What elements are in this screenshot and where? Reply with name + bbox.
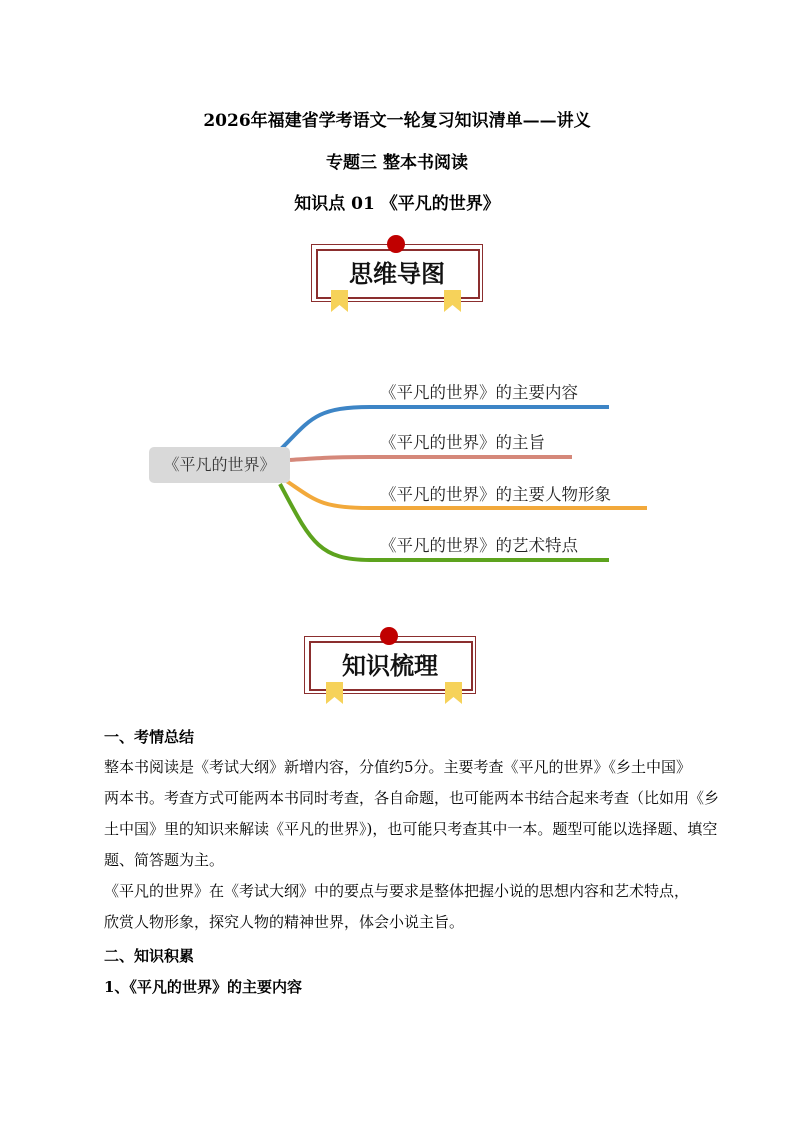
ribbon-left-icon [326, 682, 343, 704]
paragraph-line: 整本书阅读是《考试大纲》新增内容，分值约5分。主要考查《平凡的世界》《乡土中国》 [104, 758, 692, 776]
mind-map-branch-4: 《平凡的世界》的艺术特点 [380, 536, 578, 555]
mind-map-root-node: 《平凡的世界》 [149, 447, 290, 483]
mind-map-branch-3: 《平凡的世界》的主要人物形象 [380, 485, 611, 504]
paragraph-line: 题、简答题为主。 [104, 851, 225, 869]
section-heading-exam-summary: 一、考情总结 [104, 728, 195, 746]
mind-map-branch-1: 《平凡的世界》的主要内容 [380, 383, 578, 402]
branch-line-2 [290, 457, 572, 460]
ribbon-right-icon [445, 682, 462, 704]
knowledge-point-title: 知识点 01 《平凡的世界》 [294, 194, 500, 214]
subheading-main-content: 1、《平凡的世界》的主要内容 [104, 978, 302, 996]
banner-pin-icon [380, 627, 398, 645]
paragraph-line: 两本书。考查方式可能两本书同时考查，各自命题，也可能两本书结合起来考查（比如用《乡 [104, 789, 720, 807]
mind-map-branch-2: 《平凡的世界》的主旨 [380, 433, 545, 452]
exam-summary-paragraph [104, 752, 724, 876]
paragraph-line: 《平凡的世界》在《考试大纲》中的要点与要求是整体把握小说的思想内容和艺术特点， [104, 882, 690, 900]
paragraph-line: 欣赏人物形象，探究人物的精神世界，体会小说主旨。 [104, 913, 465, 931]
exam-requirement-paragraph [104, 876, 724, 938]
section-heading-knowledge-accumulation: 二、知识积累 [104, 947, 195, 965]
knowledge-banner [304, 630, 476, 694]
topic-title: 专题三 整本书阅读 [326, 153, 468, 173]
document-title: 2026年福建省学考语文一轮复习知识清单——讲义 [203, 111, 591, 131]
banner-title: 思维导图 [349, 260, 445, 288]
banner-title: 知识梳理 [342, 652, 438, 680]
paragraph-line: 土中国》里的知识来解读《平凡的世界》)，也可能只考查其中一本。题型可能以选择题、填空 [104, 820, 718, 838]
